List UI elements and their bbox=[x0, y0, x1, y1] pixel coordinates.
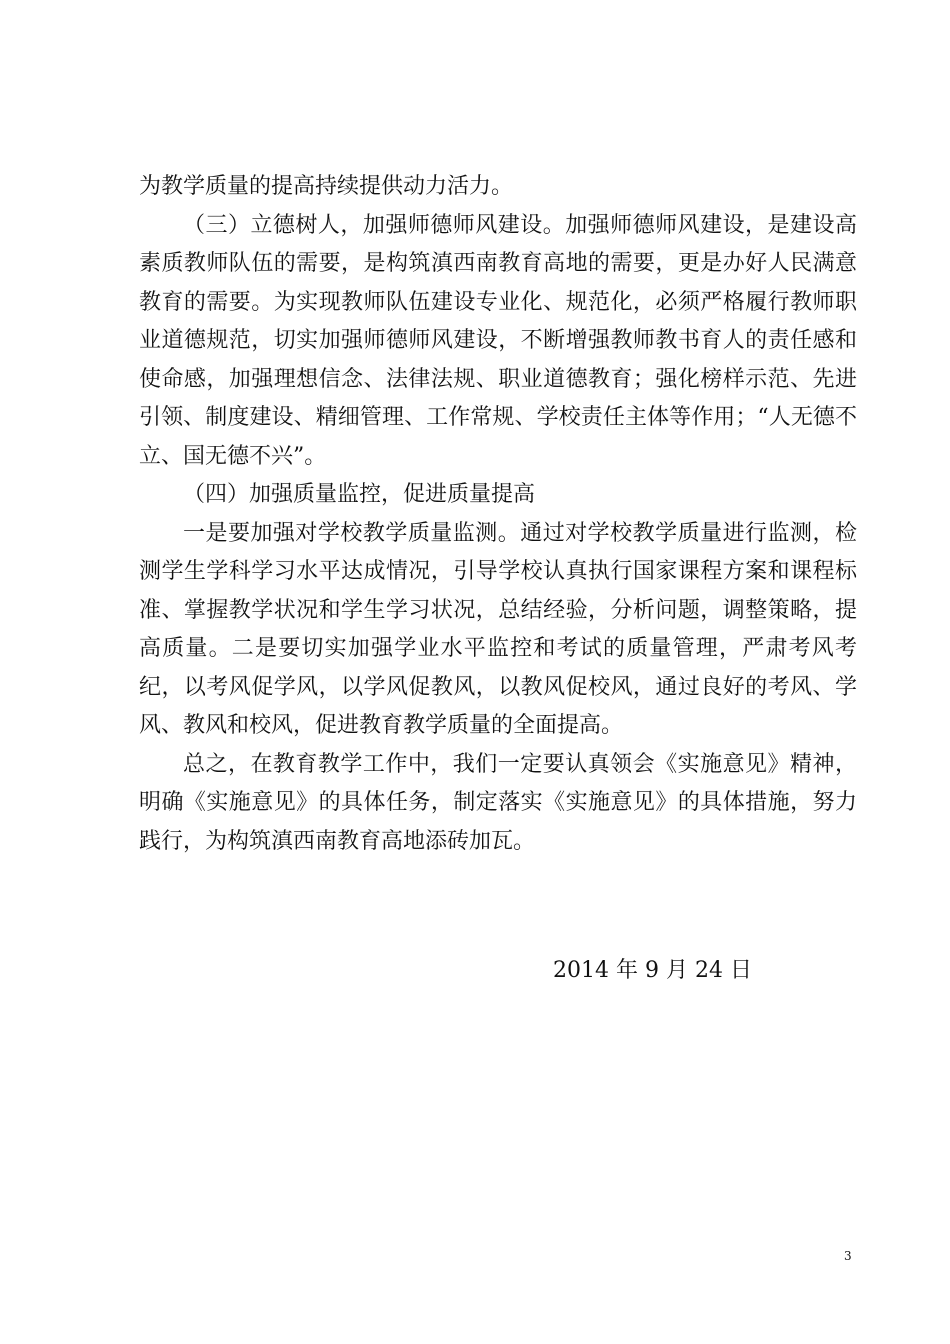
body-text bbox=[139, 168, 857, 861]
paragraph-section-four-heading: （四）加强质量监控，促进质量提高 bbox=[183, 482, 536, 507]
paragraph-quality-monitoring: 一是要加强对学校教学质量监测。通过对学校教学质量进行监测，检测学生学科学习水平达成情况，引导学校认真执行国家课程方案和课程标准、掌握教学状况和学生学习状况，总结经验，分析问题，调整策略，提高质量。二是要切实加强学业水平监控和考试的质量管理，严肃考风考纪，以考风促学风，以学风促教风，以教风促校风，通过良好的考风、学风、教风和校风，促进教育教学质量的全面提高。 bbox=[139, 520, 857, 738]
paragraph-continuation: 为教学质量的提高持续提供动力活力。 bbox=[139, 174, 514, 199]
document-date: 2014 年 9 月 24 日 bbox=[553, 958, 752, 983]
paragraph-conclusion: 总之，在教育教学工作中，我们一定要认真领会《实施意见》精神，明确《实施意见》的具体任务，制定落实《实施意见》的具体措施，努力践行，为构筑滇西南教育高地添砖加瓦。 bbox=[139, 751, 857, 854]
page-number: 3 bbox=[844, 1249, 852, 1263]
paragraph-section-three: （三）立德树人，加强师德师风建设。加强师德师风建设，是建设高素质教师队伍的需要，是构筑滇西南教育高地的需要，更是办好人民满意教育的需要。为实现教师队伍建设专业化、规范化，必须严格履行教师职业道德规范，切实加强师德师风建设，不断增强教师教书育人的责任感和使命感，加强理想信念、法律法规、职业道德教育；强化榜样示范、先进引领、制度建设、精细管理、工作常规、学校责任主体等作用；“人无德不立、国无德不兴”。 bbox=[139, 212, 857, 469]
